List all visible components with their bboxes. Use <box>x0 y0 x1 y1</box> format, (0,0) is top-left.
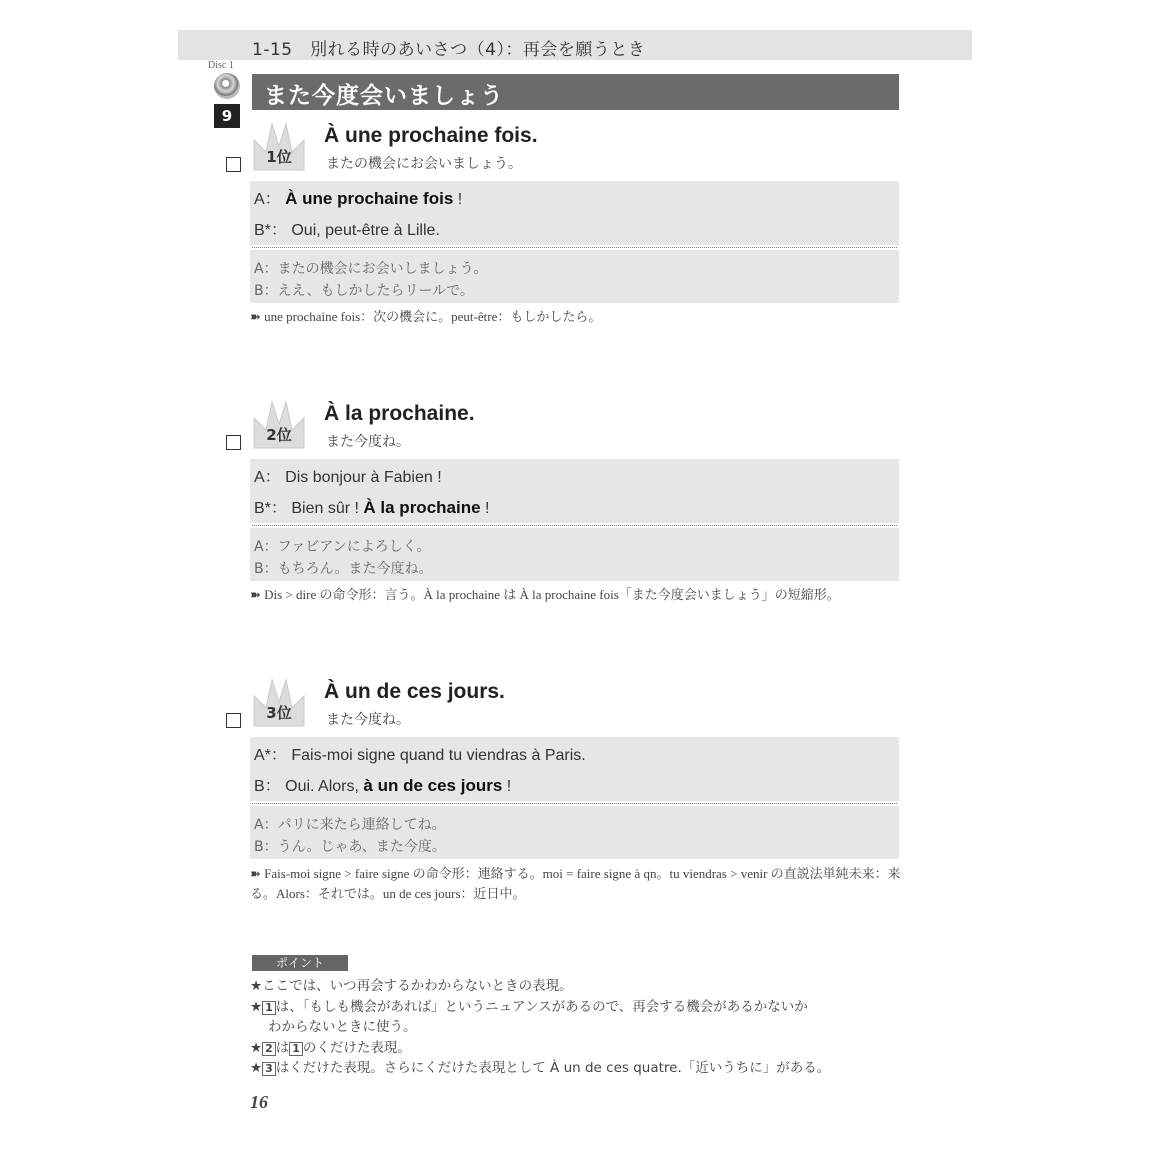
rank-badge-1 <box>250 120 308 172</box>
phrase-jp-1: またの機会にお会いましょう。 <box>326 156 522 172</box>
dialog-line-b: B*： Bien sûr ! À la prochaine ! <box>254 498 490 517</box>
point-3: ★ 2 は 1 のくだけた表現。 <box>250 1039 411 1056</box>
point-2-cont: わからないときに使う。 <box>268 1019 417 1035</box>
translation-b: B：ええ、もしかしたらリールで。 <box>254 283 474 299</box>
translation-b: B：もちろん。また今度ね。 <box>254 561 433 577</box>
translation-a: A：またの機会にお会いしましょう。 <box>254 261 488 277</box>
page-number: 16 <box>250 1092 268 1112</box>
header-bar <box>252 74 899 110</box>
rank-badge-2 <box>250 398 308 450</box>
dialog-line-b: B： Oui. Alors, à un de ces jours ! <box>254 776 512 795</box>
checkbox-2[interactable] <box>226 435 241 450</box>
points-list <box>250 976 910 1079</box>
dialog-box-1 <box>250 181 899 303</box>
header-title: また今度会いましょう <box>264 83 504 109</box>
dialog-box-2 <box>250 459 899 581</box>
rank-label: 2位 <box>266 426 292 444</box>
note-1: ➽ une prochaine fois：次の機会に。peut-être：もしかしたら。 <box>250 309 602 324</box>
section-title: 1-15 別れる時のあいさつ（4）：再会を願うとき <box>252 40 646 60</box>
phrase-title-3: À un de ces jours. <box>324 680 505 703</box>
point-label: ポイント <box>252 955 348 971</box>
point-2: ★ 1 は、「もしも機会があれば」というニュアンスがあるので、再会する機会があるかないか <box>250 998 808 1015</box>
dialog-line-a: A： À une prochaine fois ! <box>254 189 463 208</box>
dialog-line-a: A*： Fais-moi signe quand tu viendras à Paris. <box>254 747 586 764</box>
translation-b: B：うん。じゃあ、また今度。 <box>254 839 446 855</box>
dialog-box-3 <box>250 737 899 859</box>
translation-a: A：パリに来たら連絡してね。 <box>254 817 446 833</box>
translation-a: A：ファビアンによろしく。 <box>254 539 431 555</box>
phrase-title-1: À une prochaine fois. <box>324 124 538 147</box>
phrase-jp-3: また今度ね。 <box>326 712 410 728</box>
rank-label: 3位 <box>266 704 292 722</box>
phrase-jp-2: また今度ね。 <box>326 434 410 450</box>
rank-label: 1位 <box>266 148 292 166</box>
checkbox-1[interactable] <box>226 157 241 172</box>
section-title-bar <box>178 30 972 60</box>
point-1: ★ここでは、いつ再会するかわからないときの表現。 <box>250 978 573 994</box>
track-number: 9 <box>214 104 240 128</box>
dialog-line-a: A： Dis bonjour à Fabien ! <box>254 469 442 486</box>
note-3: ➽ Fais-moi signe > faire signe の命令形：連絡する。moi = faire signe à qn。tu viendras > venir の直説法単純未来：来る。Alors：それでは。un de ces jours：近日中。 <box>250 866 901 901</box>
checkbox-3[interactable] <box>226 713 241 728</box>
dialog-line-b: B*： Oui, peut-être à Lille. <box>254 222 440 239</box>
point-4: ★ 3 はくだけた表現。さらにくだけた表現として À un de ces quatre.「近いうちに」がある。 <box>250 1060 831 1076</box>
phrase-title-2: À la prochaine. <box>324 402 475 425</box>
rank-badge-3 <box>250 676 308 728</box>
disc-label: Disc 1 <box>208 60 234 71</box>
note-2: ➽ Dis > dire の命令形：言う。À la prochaine は À la prochaine fois「また今度会いましょう」の短縮形。 <box>250 587 840 602</box>
cd-icon <box>214 73 240 99</box>
